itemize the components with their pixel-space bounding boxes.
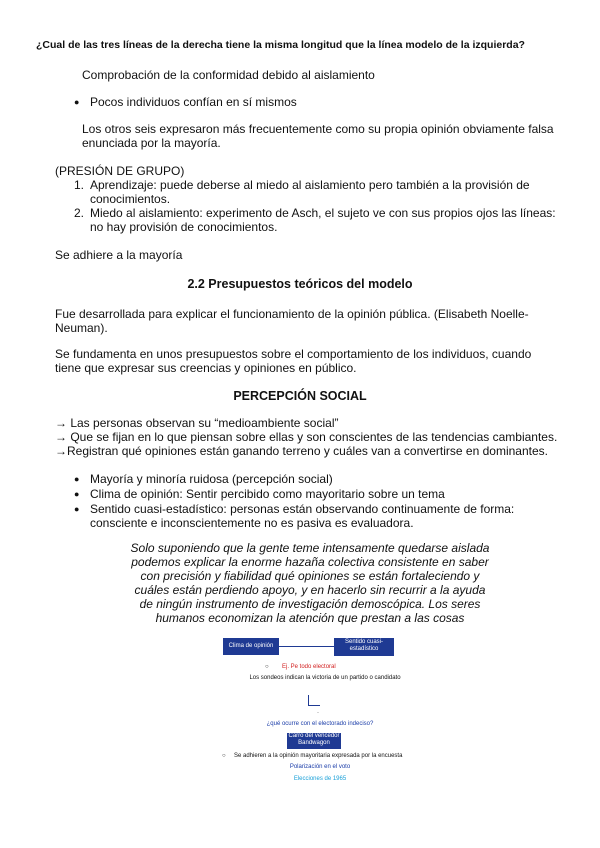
section-title: 2.2 Presupuestos teóricos del modelo — [187, 277, 413, 291]
elecciones-text: Elecciones de 1965 — [293, 776, 347, 782]
ej-proceso-electoral: Ej. Pe todo electoral — [282, 664, 336, 670]
paragraph-desarrollada: Fue desarrollada para explicar el funcionamiento de la opinión pública. (Elisabeth Noelle-Neuman). — [55, 307, 529, 335]
list-item: 2. Miedo al aislamiento: experimento de Asch, el sujeto ve con sus propios ojos las líneas: no hay provisión de conocimientos. — [74, 206, 556, 234]
box-clima-opinion: Clima de opinión — [223, 638, 279, 655]
arrow-item: → Que se fijan en lo que piensan sobre ellas y son conscientes de las tendencias cambiantes. — [55, 430, 558, 444]
connector-line — [308, 705, 320, 706]
question-heading: ¿Cual de las tres líneas de la derecha tiene la misma longitud que la línea modelo de la izquierda? — [36, 39, 525, 51]
sondeos-text: Los sondeos indican la victoria de un partido o candidato — [249, 675, 401, 681]
adhiere-text: Se adhiere a la mayoría — [55, 248, 183, 262]
list-item: ● Pocos individuos confían en sí mismos — [74, 95, 554, 109]
polarizacion-text: Polarización en el voto — [289, 764, 351, 770]
paragraph-fundamenta: Se fundamenta en unos presupuestos sobre el comportamiento de los individuos, cuando tiene que expresar sus creencias y opiniones en público. — [55, 347, 532, 375]
bullet-list-1 — [74, 95, 554, 110]
pregunta-indecisos: ¿qué ocurre con el electorado indeciso? — [266, 721, 374, 727]
paragraph-conformidad: Comprobación de la conformidad debido al aislamiento — [82, 68, 375, 82]
list-item: ● Clima de opinión: Sentir percibido como mayoritario sobre un tema — [74, 487, 544, 501]
percepcion-title: PERCEPCIÓN SOCIAL — [233, 389, 367, 403]
presion-list — [74, 178, 564, 234]
dot-marker: · — [317, 710, 319, 716]
quote-block: Solo suponiendo que la gente teme intensamente quedarse aislada podemos explicar la enorme hazaña colectiva consistente en saber con precisión y fiabilidad qué opiniones se están fortaleciendo y cuáles están perdiendo apoyo, y en hacerlo sin recurrir a la ayuda de ningún instrumento de investigación demoscópica. Los seres humanos economizan la atención que prestan a las cosas — [130, 541, 490, 625]
bullet-list-2 — [74, 472, 544, 531]
box-carro-vencedor: Carro del vencedor Bandwagon — [287, 733, 341, 749]
list-item: 1. Aprendizaje: puede deberse al miedo al aislamiento pero también a la provisión de conocimientos. — [74, 178, 530, 206]
small-circle-icon: ○ — [222, 753, 226, 759]
arrow-list — [55, 416, 575, 458]
arrow-item: →Registran qué opiniones están ganando terreno y cuáles van a convertirse en dominantes. — [55, 444, 548, 458]
diagram — [220, 635, 420, 795]
arrow-item: → Las personas observan su “medioambiente social” — [55, 416, 339, 430]
list-item: ● Mayoría y minoría ruidosa (percepción social) — [74, 472, 544, 486]
paragraph-otros-seis: Los otros seis expresaron más frecuentemente como su propia opinión obviamente falsa enunciada por la mayoría. — [82, 122, 554, 150]
adhieren-text: Se adhieren a la opinión mayoritaria expresada por la encuesta — [234, 753, 403, 759]
connector-line — [279, 646, 334, 647]
list-item: ● Sentido cuasi-estadístico: personas están observando continuamente de forma: consciente e inconscientemente no es pasiva es evaluadora. — [74, 502, 544, 530]
box-sentido-cuasi: Sentido cuasi-estadístico — [334, 638, 394, 656]
presion-title: (PRESIÓN DE GRUPO) — [55, 164, 185, 178]
small-circle-icon: ○ — [265, 664, 269, 670]
